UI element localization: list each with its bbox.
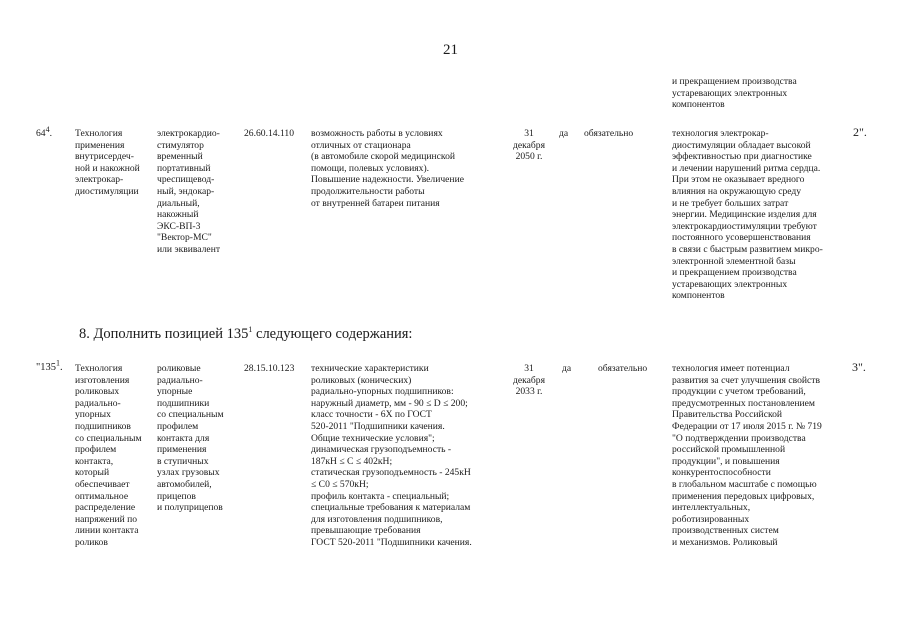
technology-cell: Технология применения внутрисердеч- ной и накожной электрокар- диостимуляции — [75, 128, 140, 197]
code-cell: 28.15.10.123 — [244, 363, 295, 374]
end-quote-mark: ". — [858, 360, 866, 374]
date-cell: 31 декабря 2033 г. — [512, 363, 545, 398]
continuation-tech-description: и прекращением производства устаревающих электронных компонентов — [672, 76, 797, 111]
product-cell: роликовые радиально- упорные подшипники со специальным профилем контакта для применения в ступичных узлах грузовых автомобилей, прицепов и полуприцепов — [157, 363, 224, 514]
instruction-text-end: следующего содержания: — [252, 326, 413, 342]
tech-description-cell: технология имеет потенциал развития за счет улучшения свойств продукции с учетом требований, предусмотренных постановлением Правительства Российской Федерации от 17 июля 2015 г. № 719 "О подтверждении производства российской промышленной продукции", и повышения конкурентоспособности в глобальном масштабе с помощью применения передовых цифровых, интеллектуальных, роботизированных производственных систем и механизмов. Роликовый — [672, 363, 822, 548]
technology-cell: Технология изготовления роликовых радиально- упорных подшипников со специальным профилем контакта, который обеспечивает оптимальное распределение напряжений по линии контакта роликов — [75, 363, 142, 548]
date-cell: 31 декабря 2050 г. — [512, 128, 545, 163]
page-number: 21 — [443, 42, 458, 58]
row-number-superscript: 4 — [45, 124, 50, 134]
row-number-superscript: 1 — [56, 358, 61, 368]
tech-description-cell: технология электрокар- диостимуляции обладает высокой эффективностью при диагностике и лечении нарушений ритма сердца. При этом не оказывает вредного влияния на окружающую среду и не требует больших затрат энергии. Медицинские изделия для электрокардиостимуляции требуют постоянного усовершенствования в связи с быстрым развитием микро- электронной элементной базы и прекращением производства устаревающих электронных компонентов — [672, 128, 823, 302]
row-number-base: 64 — [36, 128, 46, 139]
row-number — [36, 358, 63, 374]
row-number-base: "135 — [36, 362, 57, 373]
row-number-tail: . — [49, 128, 52, 139]
level-value: 3 — [852, 360, 858, 374]
amendment-instruction — [79, 326, 412, 343]
code-cell: 26.60.14.110 — [244, 128, 295, 139]
level-cell — [853, 127, 867, 139]
flag-cell: да — [559, 128, 569, 139]
flag-cell: да — [562, 363, 572, 374]
level-value: 2 — [853, 125, 859, 139]
requirement-cell: обязательно — [598, 363, 648, 374]
end-quote-mark: ". — [859, 125, 867, 139]
characteristics-cell: технические характеристики роликовых (конических) радиально-упорных подшипников: наружный диаметр, мм - 90 ≤ D ≤ 200; класс точности - 6Х по ГОСТ 520-2011 "Подшипники качения. Общие технические условия"; динамическая грузоподъемность - 187кН ≤ С ≤ 402кН; статическая грузоподъемность - 245кН ≤ С0 ≤ 570кН; профиль контакта - специальный; специальные требования к материалам для изготовления подшипников, превышающие требования ГОСТ 520-2011 "Подшипники качения. — [311, 363, 472, 548]
instruction-superscript: 1 — [248, 325, 253, 335]
instruction-text: 8. Дополнить позицией 135 — [79, 326, 249, 342]
row-number-tail: . — [60, 362, 63, 373]
level-cell — [852, 362, 866, 374]
product-cell: электрокардио- стимулятор временный портативный чреспищевод- ный, эндокар- диальный, накожный ЭКС-ВП-3 "Вектор-МС" или эквивалент — [157, 128, 221, 255]
row-number — [36, 124, 52, 140]
characteristics-cell: возможность работы в условиях отличных от стационара (в автомобиле скорой медицинской помощи, полевых условиях). Повышение надежности. Увеличение продолжительности работы от внутренней батареи питания — [311, 128, 464, 209]
requirement-cell: обязательно — [584, 128, 634, 139]
